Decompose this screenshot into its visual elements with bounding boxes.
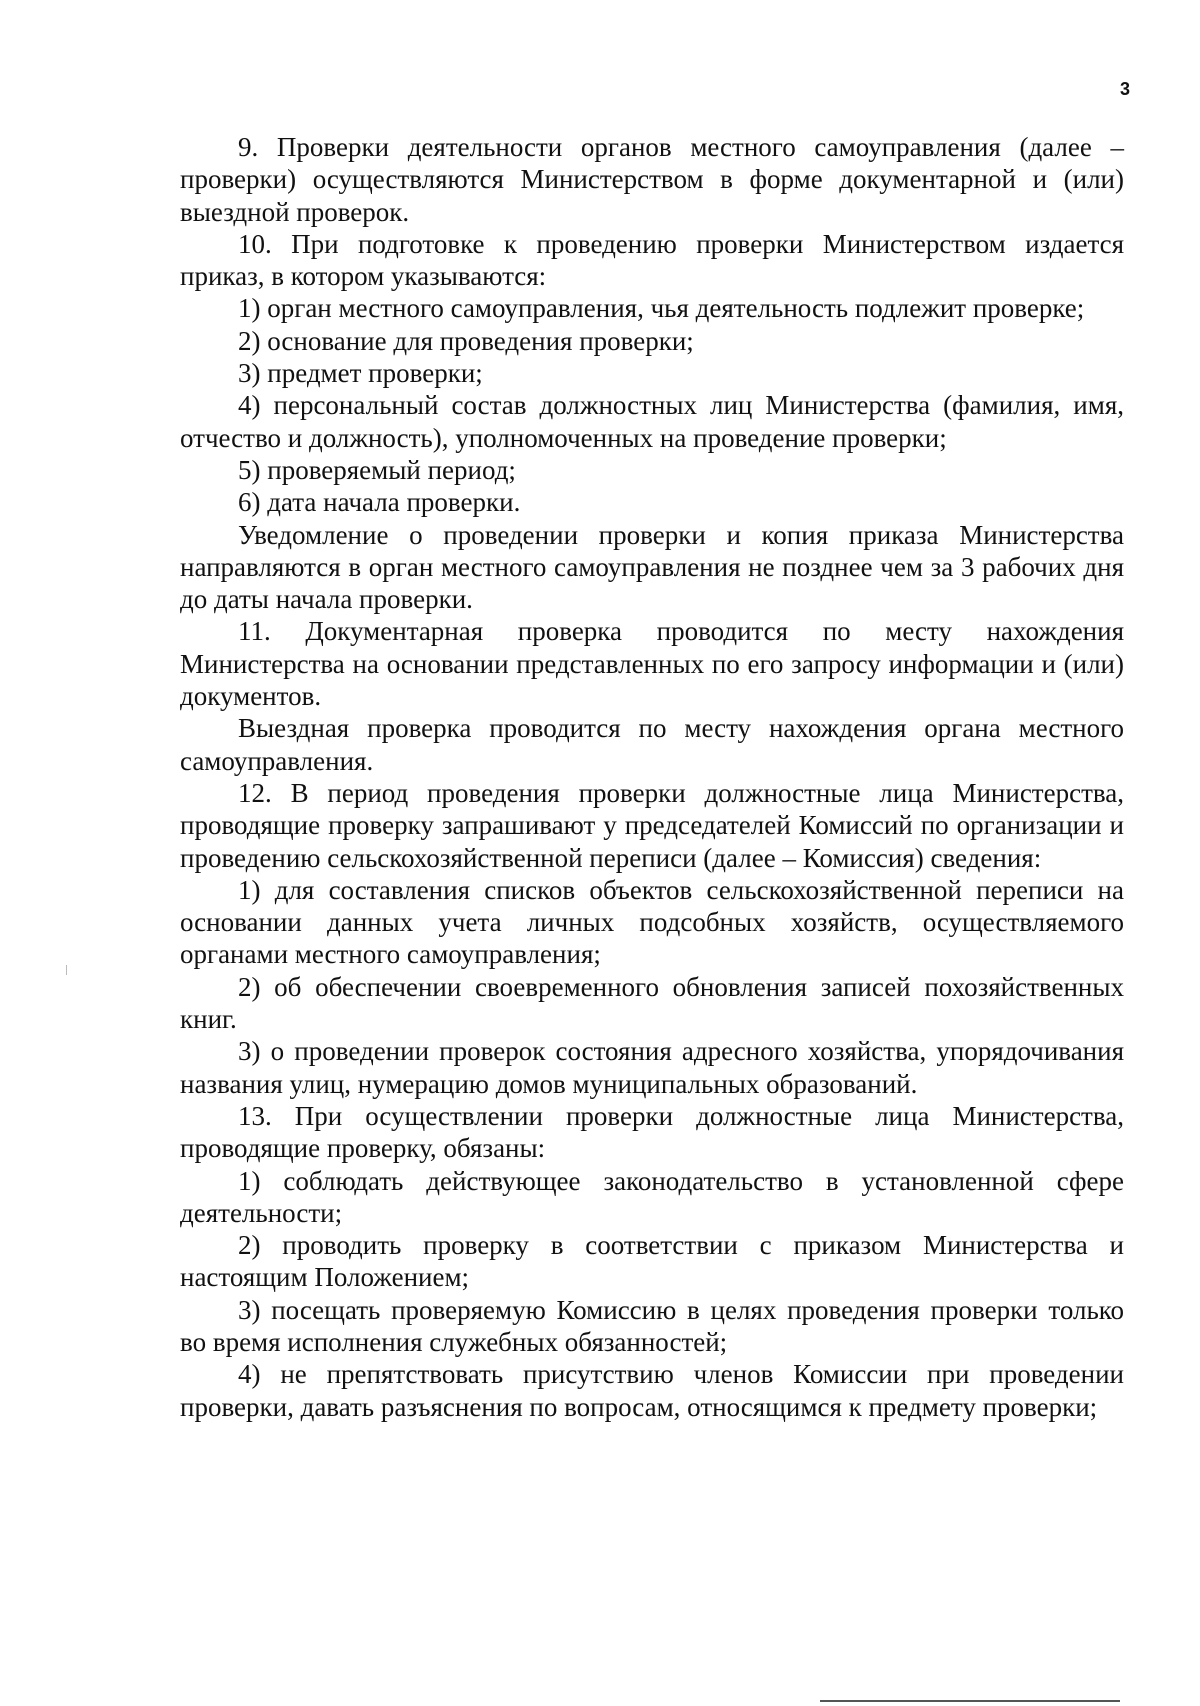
paragraph-notification: Уведомление о проведении проверки и копия приказа Министерства направляются в орган местного самоуправления не позднее чем за 3 рабочих дня до даты начала проверки. — [180, 519, 1124, 615]
list-item-10-2: 2) основание для проведения проверки; — [238, 325, 694, 356]
paragraph-12: 12. В период проведения проверки должностные лица Министерства, проводящие проверку запрашивают у председателей Комиссий по организации и проведению сельскохозяйственной переписи (далее – Комиссия) сведения: — [180, 777, 1124, 873]
paragraph-10: 10. При подготовке к проведению проверки Министерством издается приказ, в котором указываются: — [180, 228, 1124, 292]
list-item-10-5: 5) проверяемый период; — [238, 454, 516, 485]
paragraph-field-inspection: Выездная проверка проводится по месту нахождения органа местного самоуправления. — [180, 713, 1124, 776]
list-item-13-1: 1) соблюдать действующее законодательство в установленной сфере деятельности; — [180, 1165, 1124, 1228]
page-number: 3 — [1119, 79, 1130, 99]
list-item-10-3: 3) предмет проверки; — [238, 358, 483, 389]
paragraph-9: 9. Проверки деятельности органов местного самоуправления (далее – проверки) осуществляются Министерством в форме документарной и (или) выездной проверок. — [180, 132, 1124, 227]
scan-margin-mark — [66, 965, 67, 975]
paragraph-11: 11. Документарная проверка проводится по месту нахождения Министерства на основании представленных по его запросу информации и (или) документов. — [180, 616, 1124, 712]
list-item-13-4: 4) не препятствовать присутствию членов Комиссии при проведении проверки, давать разъяснения по вопросам, относящимся к предмету проверки; — [180, 1359, 1124, 1422]
list-item-10-1: 1) орган местного самоуправления, чья деятельность подлежит проверке; — [238, 293, 1085, 324]
list-item-12-2: 2) об обеспечении своевременного обновления записей похозяйственных книг. — [180, 971, 1124, 1035]
list-item-10-4: 4) персональный состав должностных лиц Министерства (фамилия, имя, отчество и должность), уполномоченных на проведение проверки; — [180, 390, 1124, 453]
list-item-10-6: 6) дата начала проверки. — [238, 487, 521, 518]
list-item-13-3: 3) посещать проверяемую Комиссию в целях проведения проверки только во время исполнения служебных обязанностей; — [180, 1294, 1124, 1357]
paragraph-13: 13. При осуществлении проверки должностные лица Министерства, проводящие проверку, обязаны: — [180, 1100, 1124, 1164]
list-item-12-3: 3) о проведении проверок состояния адресного хозяйства, упорядочивания названия улиц, нумерацию домов муниципальных образований. — [180, 1036, 1124, 1099]
footer-rule — [820, 1700, 1120, 1702]
list-item-12-1: 1) для составления списков объектов сельскохозяйственной переписи на основании данных учета личных подсобных хозяйств, осуществляемого органами местного самоуправления; — [180, 874, 1124, 970]
document-body — [180, 131, 1124, 1423]
list-item-13-2: 2) проводить проверку в соответствии с приказом Министерства и настоящим Положением; — [180, 1230, 1124, 1293]
